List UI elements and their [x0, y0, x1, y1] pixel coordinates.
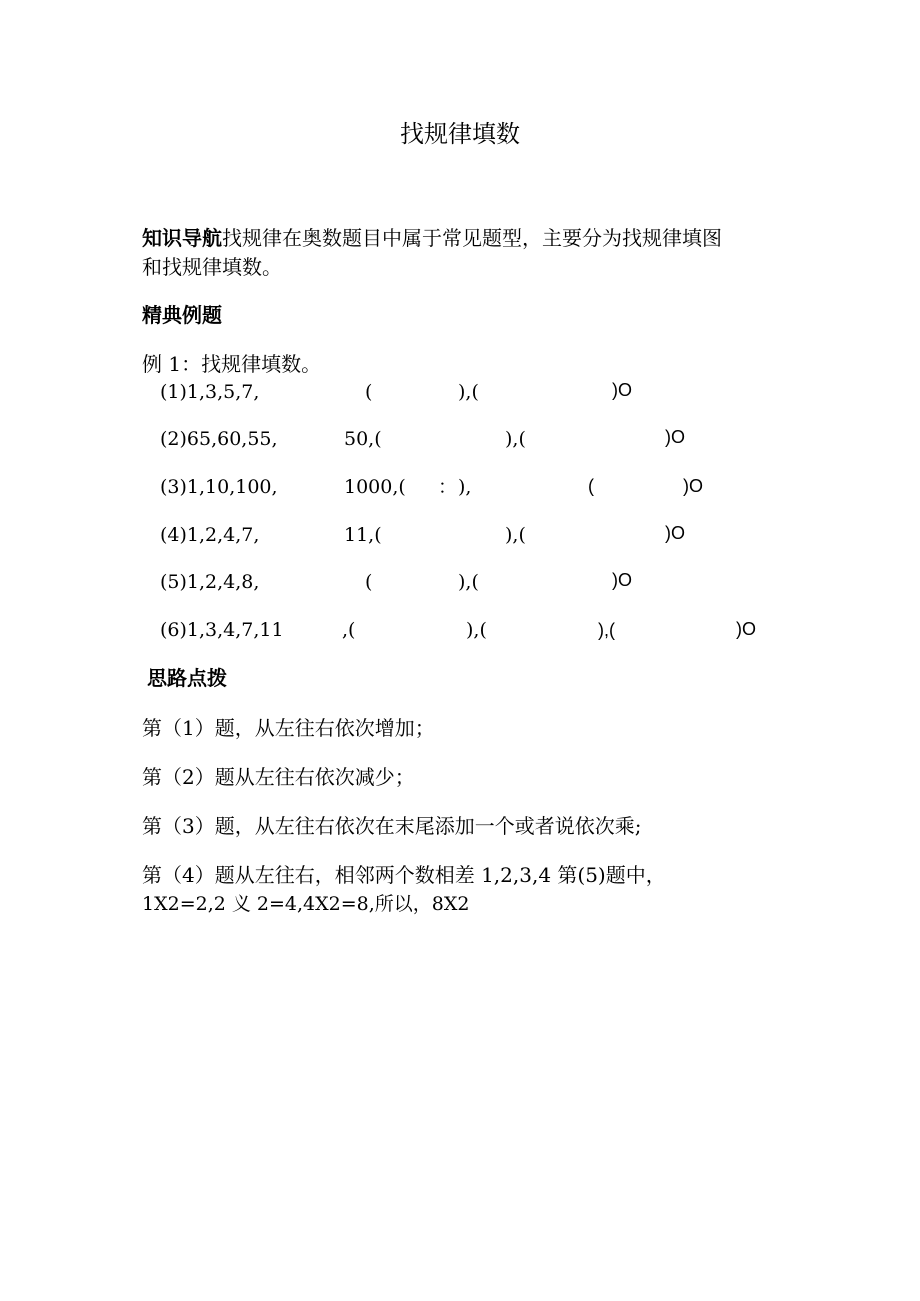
exercise-3-given: 1000,(	[344, 476, 406, 498]
hint-1: 第（1）题，从左往右依次增加；	[142, 716, 435, 740]
exercise-3-sequence: (3)1,10,100,	[160, 476, 278, 498]
exercise-3-paren-end: )O	[683, 476, 703, 496]
exercise-2-sequence: (2)65,60,55,	[160, 428, 278, 450]
intro-line-1	[142, 228, 722, 248]
exercise-1-paren-end: )O	[612, 380, 632, 400]
example-heading: 例 1：找规律填数。	[142, 352, 322, 376]
exercise-4-sequence: (4)1,2,4,7,	[160, 524, 260, 546]
hint-4-continued: 1X2=2,2 义 2=4,4X2=8,所以，8X2	[142, 893, 470, 915]
intro-label: 知识导航	[142, 226, 222, 250]
exercise-2-paren-mid: ),(	[505, 428, 526, 450]
exercise-3-paren-mid: ),	[458, 476, 472, 498]
exercise-6-paren-mid-2: ),(	[598, 620, 615, 640]
exercise-5-paren-end: )O	[612, 570, 632, 590]
section-heading-hints: 思路点拨	[147, 666, 227, 690]
hint-2: 第（2）题从左往右依次减少；	[142, 765, 415, 789]
section-heading-examples: 精典例题	[142, 303, 222, 327]
exercise-1-sequence: (1)1,3,5,7,	[160, 381, 260, 403]
exercise-5-sequence: (5)1,2,4,8,	[160, 571, 260, 593]
exercise-1-paren-open: (	[365, 381, 373, 403]
exercise-4-paren-mid: ),(	[505, 524, 526, 546]
exercise-1-paren-mid: ),(	[458, 381, 479, 403]
exercise-6-paren-end: )O	[736, 619, 756, 639]
exercise-5-paren-mid: ),(	[458, 571, 479, 593]
exercise-2-given: 50,(	[344, 428, 382, 450]
intro-text-1: 找规律在奥数题目中属于常见题型，主要分为找规律填图	[222, 226, 722, 250]
exercise-2-paren-end: )O	[665, 427, 685, 447]
hint-3: 第（3）题，从左往右依次在末尾添加一个或者说依次乘;	[142, 814, 642, 838]
exercise-3-colon: ：	[438, 476, 458, 498]
exercise-6-sequence: (6)1,3,4,7,11	[160, 619, 284, 641]
page-title: 找规律填数	[400, 120, 520, 148]
exercise-4-given: 11,(	[344, 524, 382, 546]
hint-4: 第（4）题从左往右，相邻两个数相差 1,2,3,4 第(5)题中，	[142, 863, 666, 887]
exercise-6-given: ,(	[342, 619, 356, 641]
exercise-5-paren-open: (	[365, 571, 373, 593]
intro-line-2: 和找规律填数。	[142, 255, 282, 279]
exercise-4-paren-end: )O	[665, 523, 685, 543]
exercise-6-paren-mid: ),(	[466, 619, 487, 641]
exercise-3-paren-open-2: (	[588, 476, 594, 496]
